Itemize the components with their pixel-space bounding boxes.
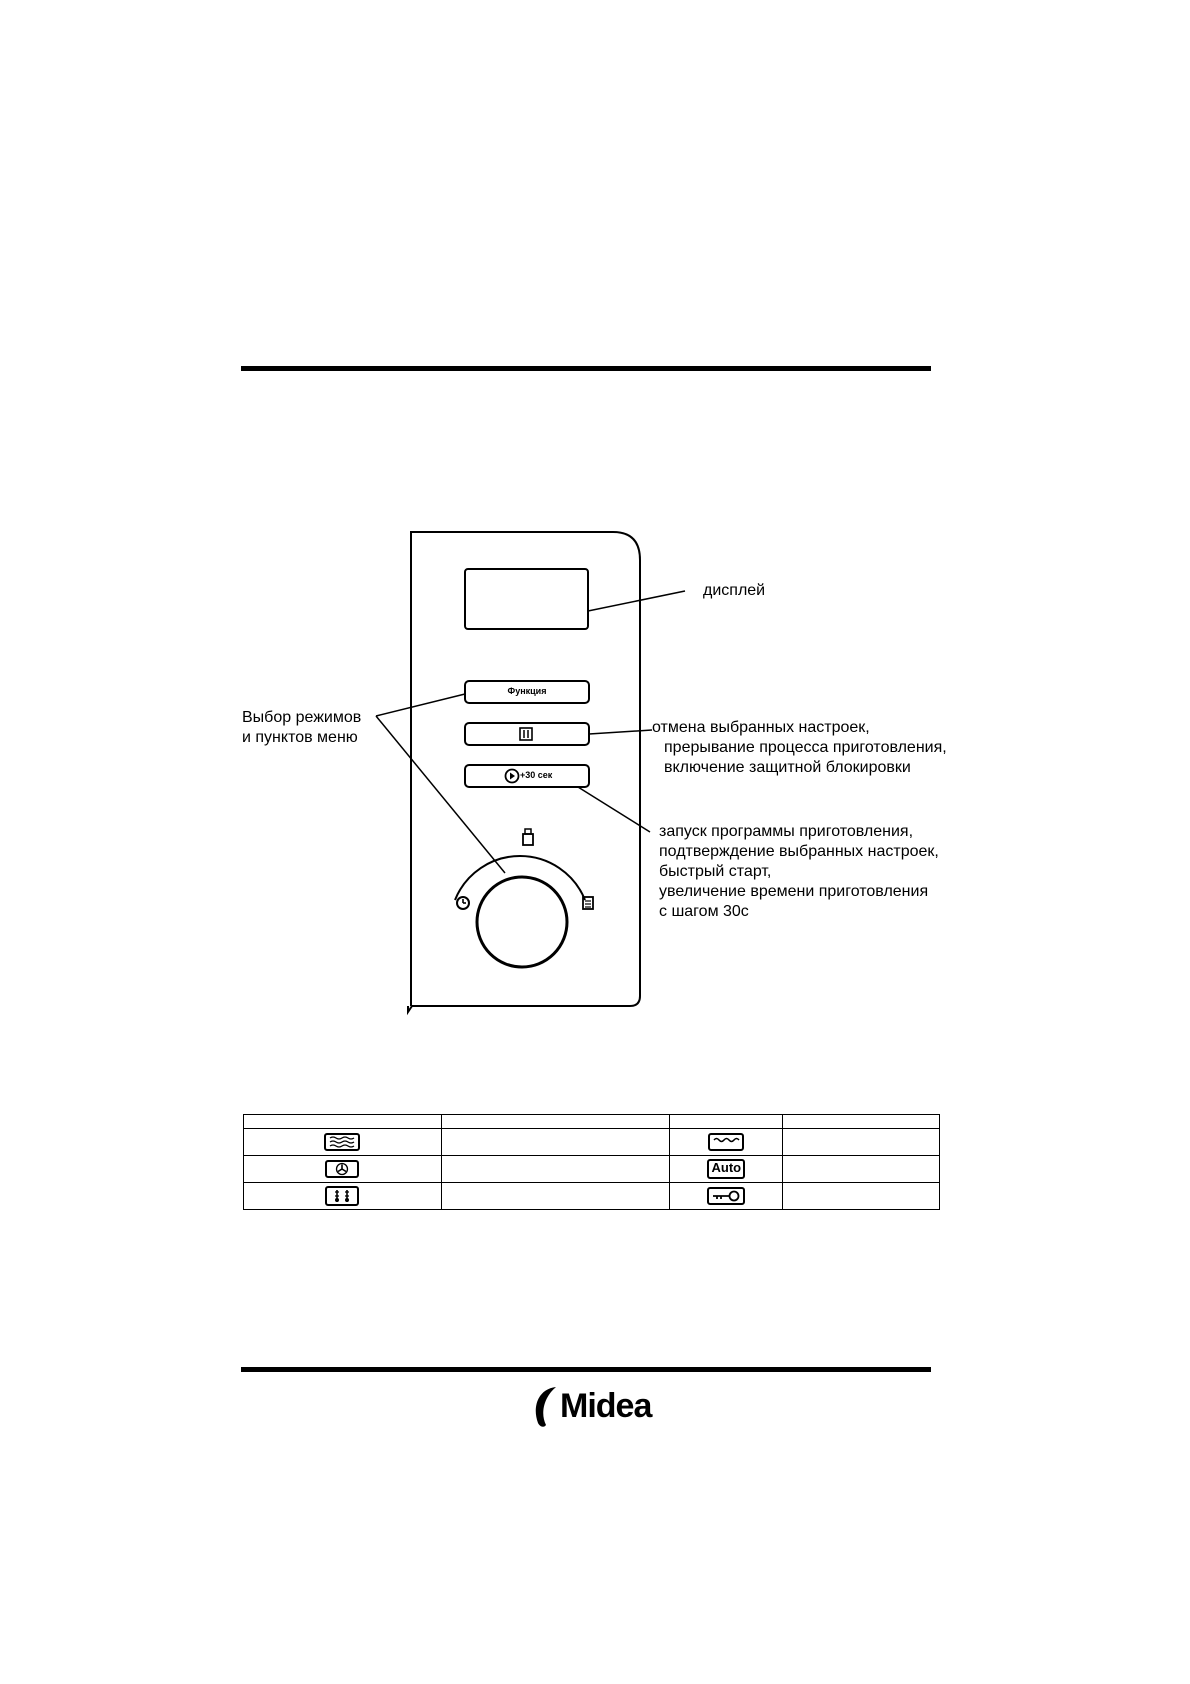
cancel-leader xyxy=(589,730,652,734)
legend-icon-cell xyxy=(670,1129,783,1156)
mode-select-callout-line1: Выбор режимов xyxy=(242,709,362,726)
brand-logo xyxy=(530,1383,651,1429)
legend-cell xyxy=(441,1183,670,1210)
start-callout-line4: увеличение времени приготовления xyxy=(659,883,929,900)
auto-icon: Auto xyxy=(707,1159,745,1179)
start-button-label: +30 сек xyxy=(520,770,553,780)
mode-select-callout-line2: и пунктов меню xyxy=(242,729,358,746)
legend-cell xyxy=(441,1115,670,1129)
clock-icon xyxy=(457,897,469,909)
legend-icon-cell xyxy=(670,1156,783,1183)
grill-icon xyxy=(708,1133,744,1151)
legend-cell xyxy=(783,1129,940,1156)
legend-cell xyxy=(670,1115,783,1129)
cancel-callout-line2: прерывание процесса приготовления, xyxy=(664,739,947,756)
brand-name: Midea xyxy=(560,1386,652,1425)
fan-icon xyxy=(325,1160,359,1178)
stop-icon xyxy=(520,728,532,740)
mode-leader-to-knob xyxy=(376,716,505,873)
legend-cell xyxy=(244,1115,442,1129)
start-callout-line5: с шагом 30с xyxy=(659,903,749,920)
display-callout: дисплей xyxy=(703,582,766,599)
cancel-callout-line3: включение защитной блокировки xyxy=(664,759,911,776)
midea-swoosh-icon xyxy=(530,1383,560,1429)
child-lock-key-icon xyxy=(707,1187,745,1205)
weight-icon xyxy=(523,829,533,845)
legend-cell xyxy=(783,1183,940,1210)
start-callout-line1: запуск программы приготовления, xyxy=(659,823,914,840)
mode-leader-to-function xyxy=(376,694,465,716)
legend-icon-cell xyxy=(244,1129,442,1156)
legend-cell xyxy=(441,1156,670,1183)
display-window xyxy=(465,569,588,629)
selector-knob xyxy=(477,877,567,967)
legend-cell xyxy=(783,1156,940,1183)
legend-icon-cell xyxy=(670,1183,783,1210)
cancel-callout-line1: отмена выбранных настроек, xyxy=(652,719,870,736)
start-callout-line2: подтверждение выбранных настроек, xyxy=(659,843,939,860)
bottom-rule xyxy=(241,1367,931,1372)
defrost-icon xyxy=(325,1186,359,1206)
play-icon xyxy=(506,770,519,783)
legend-cell xyxy=(441,1129,670,1156)
legend-cell xyxy=(783,1115,940,1129)
microwave-waves-icon xyxy=(324,1133,360,1151)
legend-table xyxy=(243,1114,940,1210)
display-leader xyxy=(588,591,685,611)
legend-header-row xyxy=(244,1115,940,1129)
legend-icon-cell xyxy=(244,1183,442,1210)
legend-row xyxy=(244,1156,940,1183)
legend-row xyxy=(244,1183,940,1210)
legend-icon-cell xyxy=(244,1156,442,1183)
function-button-label: Функция xyxy=(507,686,547,696)
start-callout-line3: быстрый старт, xyxy=(659,863,772,880)
legend-row xyxy=(244,1129,940,1156)
stop-button xyxy=(465,723,589,745)
